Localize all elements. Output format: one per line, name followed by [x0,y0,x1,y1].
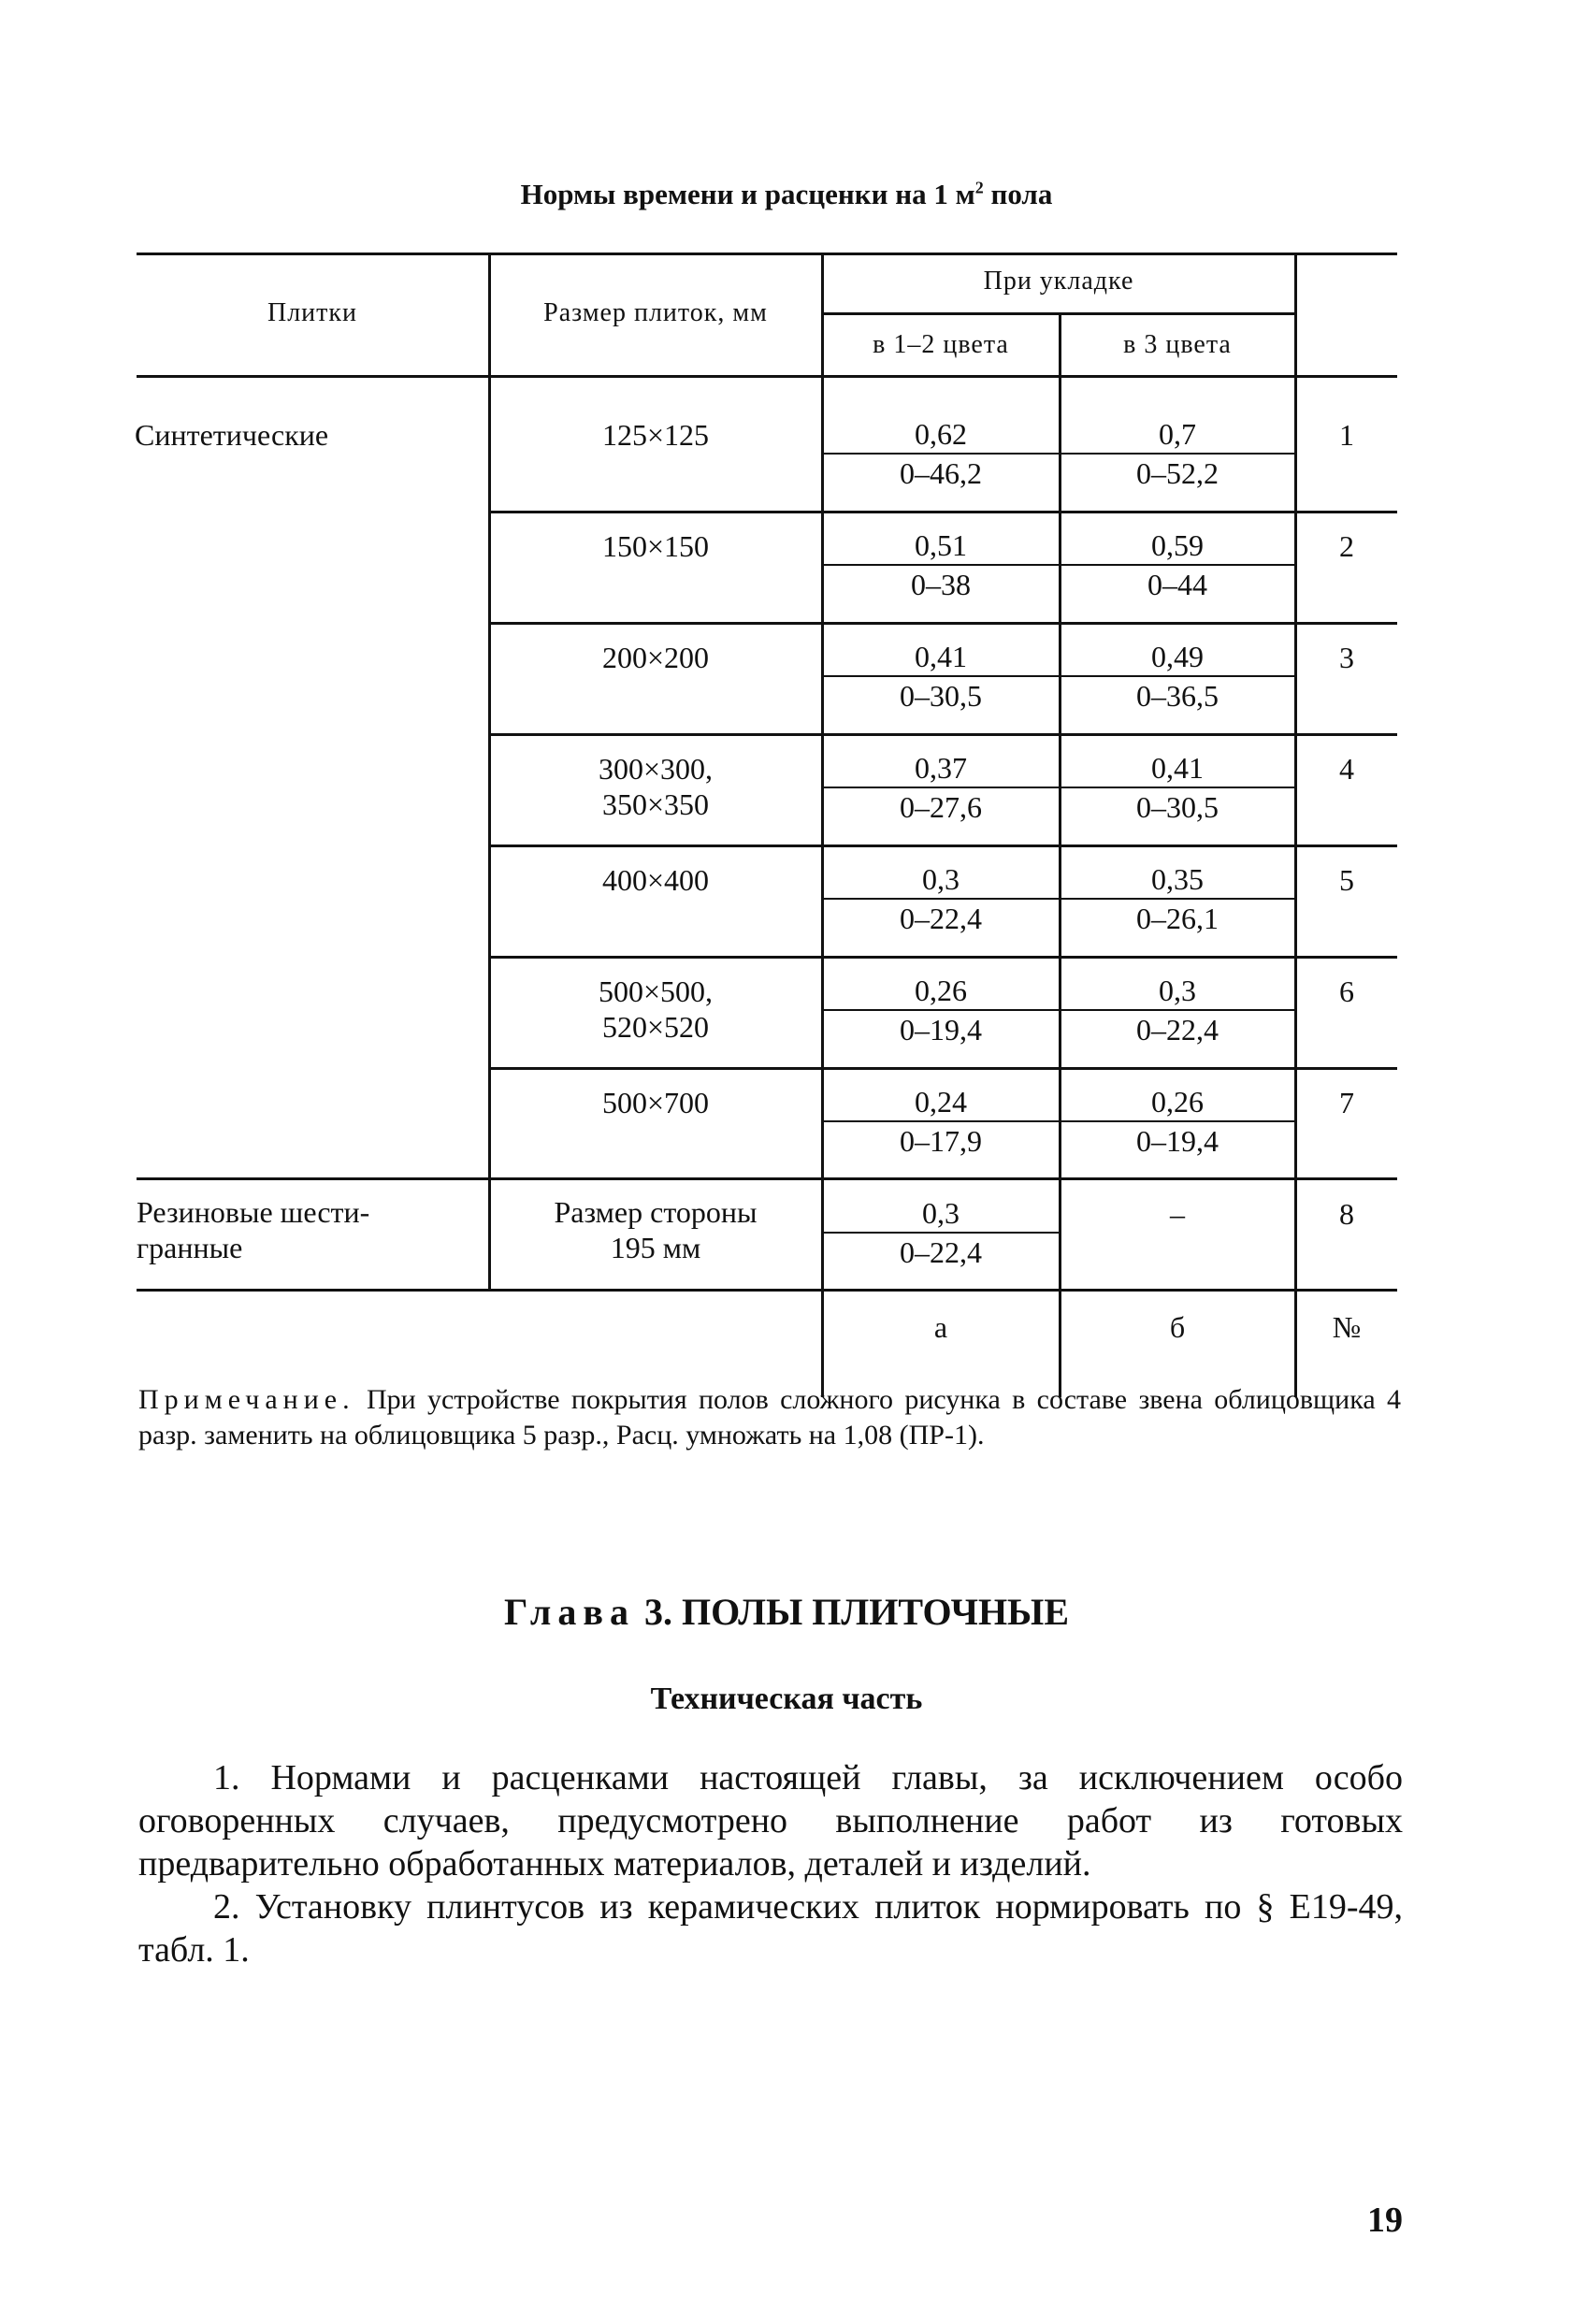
time-norm: 0,35 [1151,862,1204,896]
header-laying: При укладке [983,267,1134,296]
group-rubber-line-2: гранные [137,1231,243,1264]
rate-b [1061,640,1294,713]
row-number: 6 [1339,974,1354,1008]
group-rubber-line-1: Резиновые шести- [137,1195,370,1229]
rate-a [823,1085,1059,1158]
size-cell [490,528,821,564]
table-rule-body-bottom [137,1289,1397,1292]
row-number: 7 [1339,1086,1354,1119]
time-norm: 0,26 [1151,1085,1204,1119]
rate-b [1061,1085,1294,1158]
size-line: 125×125 [601,418,710,452]
group-synthetic: Синтетические [135,418,329,452]
rate-a [823,528,1059,601]
size-cell [490,1194,821,1265]
rate-value: 0–38 [911,568,971,601]
rate-value: 0–46,2 [900,456,982,490]
rate-b [1061,974,1294,1047]
rate-value: 0–19,4 [1136,1124,1219,1158]
rate-value: 0–17,9 [900,1124,982,1158]
header-size: Размер плиток, мм [543,298,768,327]
table-rule-header-bottom [137,375,1397,378]
time-norm: 0,37 [915,751,967,785]
rate-a [823,640,1059,713]
time-norm: 0,26 [915,974,967,1007]
rate-value: 0–19,4 [900,1013,982,1047]
paragraph: 1. Нормами и расценками настоящей главы, за исключением особо оговоренных случаев, предусмотрено выполнение работ из готовых предварительно обработанных материалов, деталей и изделий. [138,1758,1403,1884]
technical-part-text [138,1756,1403,1971]
row-number: 8 [1339,1197,1354,1231]
table-rule-row [490,844,1397,847]
time-norm: 0,7 [1159,417,1196,451]
rate-b-dash: – [1170,1197,1185,1231]
table-title-text: Нормы времени и расценки на 1 м [520,178,975,210]
row-number: 3 [1339,641,1354,674]
section-heading: Техническая часть [650,1682,923,1716]
size-line: Размер стороны [554,1195,758,1229]
rate-value: 0–22,4 [900,1235,982,1269]
rate-value: 0–27,6 [900,790,982,824]
rate-value: 0–30,5 [1136,790,1219,824]
rate-a [823,1196,1059,1269]
rate-b [1061,417,1294,490]
time-norm: 0,59 [1151,528,1204,562]
size-line: 195 мм [610,1231,701,1264]
time-norm: 0,41 [915,640,967,673]
size-line: 300×300, [598,752,714,786]
size-cell [490,640,821,675]
size-line: 150×150 [601,529,710,563]
table-title-superscript: 2 [974,178,984,197]
column-label-number: № [1332,1310,1362,1344]
rate-b [1061,751,1294,824]
column-label-b: б [1169,1310,1186,1344]
rate-value: 0–44 [1147,568,1207,601]
page-number: 19 [1367,2201,1403,2240]
rate-a [823,751,1059,824]
note-text: При устройстве покрытия полов сложного рисунка в составе звена облицовщика 4 разр. заменить на облицовщика 5 разр., Расц. умножать на 1,08 (ПР-1). [138,1384,1401,1451]
table-title-tail: пола [983,178,1053,210]
rate-a [823,417,1059,490]
rate-value: 0–52,2 [1136,456,1219,490]
size-line: 520×520 [601,1010,710,1044]
header-colors-3: в 3 цвета [1123,330,1232,359]
size-line: 500×500, [598,974,714,1008]
table-rule-row [490,733,1397,736]
size-line: 200×200 [601,641,710,674]
row-number: 2 [1339,529,1354,563]
time-norm: 0,51 [915,528,967,562]
table-rule-row [490,956,1397,959]
time-norm: 0,3 [1159,974,1196,1007]
size-line: 400×400 [601,863,710,897]
header-tiles: Плитки [267,298,357,327]
rate-value: 0–30,5 [900,679,982,713]
size-line: 500×700 [601,1086,710,1119]
rate-value: 0–22,4 [900,902,982,935]
rate-a [823,974,1059,1047]
row-number: 4 [1339,752,1354,786]
size-cell [490,417,821,453]
rate-value: 0–26,1 [1136,902,1219,935]
time-norm: 0,24 [915,1085,967,1119]
table-rule-row [490,511,1397,513]
size-cell [490,862,821,898]
header-colors-1-2: в 1–2 цвета [873,330,1009,359]
chapter-lead: Глава [503,1591,635,1633]
time-norm: 0,41 [1151,751,1204,785]
time-norm: 0,49 [1151,640,1204,673]
table-rule-row [490,1067,1397,1070]
table-title [0,178,1573,211]
time-norm: 0,62 [915,417,967,451]
time-norm: 0,3 [922,1196,960,1230]
chapter-title: 3. ПОЛЫ ПЛИТОЧНЫЕ [634,1591,1070,1633]
chapter-heading [0,1590,1573,1634]
table-rule-group [137,1177,1397,1180]
rate-b [1061,862,1294,935]
row-number: 1 [1339,418,1354,452]
row-number: 5 [1339,863,1354,897]
rate-value: 0–22,4 [1136,1013,1219,1047]
rate-a [823,862,1059,935]
rate-b [1061,528,1294,601]
size-cell [490,1085,821,1120]
rate-value: 0–36,5 [1136,679,1219,713]
table-note [138,1382,1401,1453]
group-rubber [137,1194,483,1265]
table-rule-row [490,622,1397,625]
size-cell [490,974,821,1045]
size-cell [490,751,821,822]
column-label-a: а [933,1310,948,1344]
paragraph: 2. Установку плинтусов из керамических плиток нормировать по § Е19-49, табл. 1. [138,1887,1403,1970]
size-line: 350×350 [601,787,710,821]
time-norm: 0,3 [922,862,960,896]
note-lead: Примечание. [138,1384,355,1415]
table-rule-top [137,253,1397,255]
